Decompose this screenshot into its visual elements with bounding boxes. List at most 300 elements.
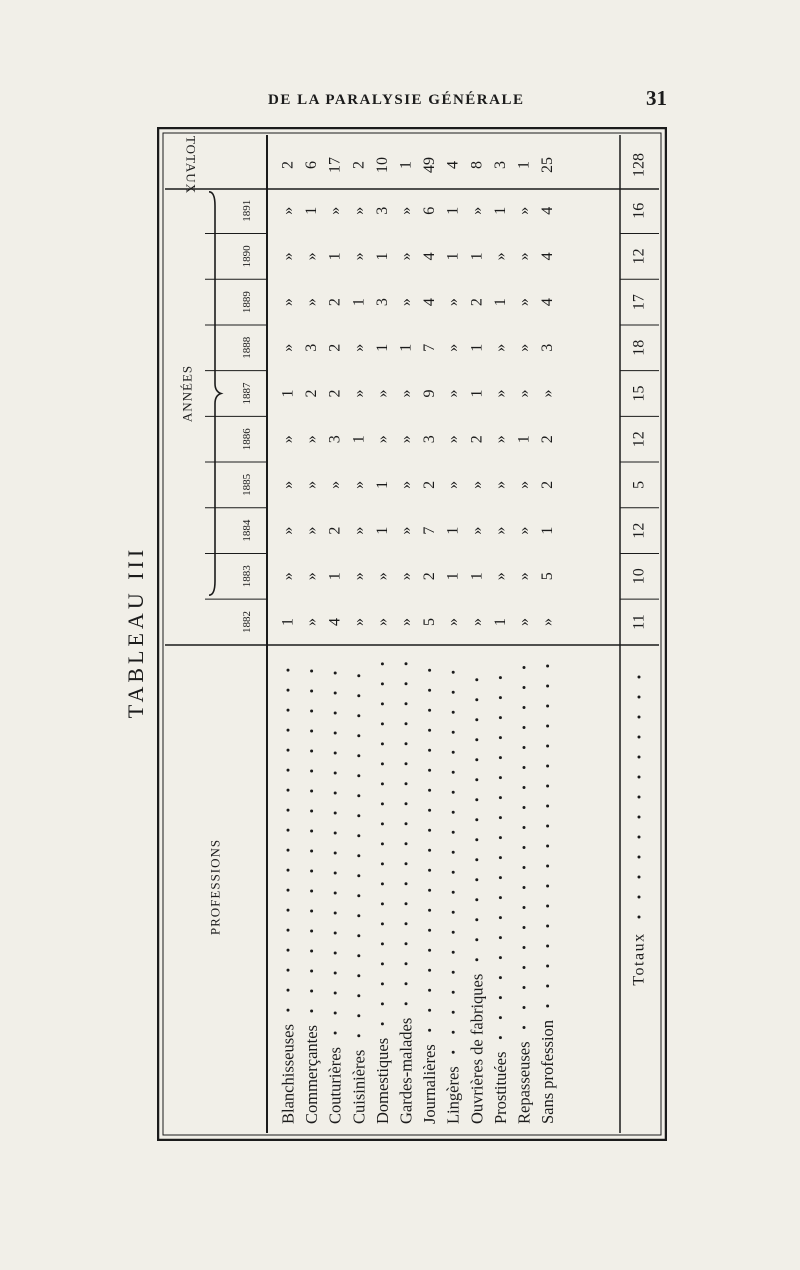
- table-cell: »: [397, 480, 415, 489]
- table-cell: »: [350, 480, 368, 489]
- dot-leader: [499, 896, 502, 899]
- dot-leader: [357, 1034, 360, 1037]
- table-cell: 1: [397, 343, 415, 352]
- dot-leader: [546, 724, 549, 727]
- table-cell: »: [326, 480, 344, 489]
- profession-label: Cuisinières: [349, 1049, 369, 1124]
- table-cell: 7: [421, 343, 439, 352]
- dot-leader: [287, 929, 290, 932]
- dot-leader: [546, 844, 549, 847]
- table-cell: 1: [303, 206, 321, 215]
- dot-leader: [428, 969, 431, 972]
- dot-leader: [452, 751, 455, 754]
- dot-leader: [287, 889, 290, 892]
- column-total: 11: [630, 614, 648, 630]
- dot-leader: [310, 970, 313, 973]
- row-total: 6: [303, 161, 321, 169]
- table-cell: 1: [350, 435, 368, 444]
- table-border: [158, 128, 666, 1140]
- dot-leader: [523, 846, 526, 849]
- dot-leader: [287, 669, 290, 672]
- dot-leader: [475, 778, 478, 781]
- table-cell: 2: [421, 572, 439, 581]
- dot-leader: [475, 878, 478, 881]
- row-total: 3: [491, 161, 509, 169]
- dot-leader: [638, 856, 641, 859]
- table-cell: »: [515, 206, 533, 215]
- dot-leader: [499, 976, 502, 979]
- dot-leader: [452, 1051, 455, 1054]
- dot-leader: [334, 812, 337, 815]
- table-cell: »: [468, 206, 486, 215]
- grand-total: 128: [630, 153, 648, 177]
- dot-leader: [334, 1032, 337, 1035]
- dot-leader: [357, 934, 360, 937]
- table-cell: »: [397, 618, 415, 626]
- dot-leader: [452, 691, 455, 694]
- dot-leader: [405, 742, 408, 745]
- annees-header: ANNÉES: [179, 364, 195, 423]
- dot-leader: [523, 706, 526, 709]
- table-cell: 1: [468, 389, 486, 398]
- table-cell: »: [326, 206, 344, 215]
- table-cell: 2: [468, 435, 486, 444]
- row-total: 49: [421, 157, 439, 173]
- dot-leader: [523, 946, 526, 949]
- dot-leader: [381, 722, 384, 725]
- dot-leader: [546, 924, 549, 927]
- dot-leader: [287, 829, 290, 832]
- dot-leader: [334, 692, 337, 695]
- dot-leader: [334, 832, 337, 835]
- year-label: 1885: [241, 473, 253, 496]
- column-total: 15: [630, 385, 648, 402]
- dot-leader: [546, 824, 549, 827]
- dot-leader: [428, 1009, 431, 1012]
- table-cell: »: [444, 618, 462, 626]
- dot-leader: [310, 670, 313, 673]
- dot-leader: [310, 830, 313, 833]
- dot-leader: [334, 992, 337, 995]
- dot-leader: [287, 709, 290, 712]
- year-label: 1890: [241, 245, 253, 268]
- dot-leader: [357, 834, 360, 837]
- dot-leader: [287, 969, 290, 972]
- dot-leader: [499, 916, 502, 919]
- dot-leader: [405, 942, 408, 945]
- table-cell: »: [350, 526, 368, 535]
- dot-leader: [428, 949, 431, 952]
- table-cell: 1: [515, 435, 533, 444]
- dot-leader: [523, 786, 526, 789]
- table-cell: 4: [539, 206, 557, 215]
- dot-leader: [499, 996, 502, 999]
- dot-leader: [334, 792, 337, 795]
- dot-leader: [334, 732, 337, 735]
- dot-leader: [357, 774, 360, 777]
- dot-leader: [334, 872, 337, 875]
- dot-leader: [452, 791, 455, 794]
- dot-leader: [523, 686, 526, 689]
- running-head: DE LA PARALYSIE GÉNÉRALE: [268, 92, 525, 108]
- dot-leader: [546, 864, 549, 867]
- table-cell: »: [279, 206, 297, 215]
- table-cell: »: [468, 480, 486, 489]
- dot-leader: [405, 682, 408, 685]
- column-total: 10: [630, 568, 648, 585]
- dot-leader: [357, 674, 360, 677]
- dot-leader: [405, 842, 408, 845]
- dot-leader: [405, 802, 408, 805]
- dot-leader: [546, 764, 549, 767]
- year-label: 1884: [241, 519, 253, 542]
- dot-leader: [428, 849, 431, 852]
- dot-leader: [428, 689, 431, 692]
- table-cell: »: [279, 526, 297, 535]
- table-cell: »: [303, 298, 321, 307]
- dot-leader: [334, 952, 337, 955]
- row-total: 25: [539, 157, 557, 173]
- table-cell: »: [491, 252, 509, 261]
- table-cell: 4: [421, 298, 439, 307]
- year-label: 1883: [241, 565, 253, 588]
- table-cell: »: [515, 389, 533, 398]
- table-cell: 3: [421, 435, 439, 444]
- dot-leader: [428, 829, 431, 832]
- dot-leader: [287, 729, 290, 732]
- table-cell: 2: [539, 435, 557, 444]
- table-cell: 2: [468, 298, 486, 307]
- dot-leader: [405, 722, 408, 725]
- dot-leader: [405, 662, 408, 665]
- dot-leader: [287, 749, 290, 752]
- dot-leader: [428, 709, 431, 712]
- dot-leader: [523, 746, 526, 749]
- totaux-row-label: Totaux: [630, 932, 648, 986]
- dot-leader: [638, 836, 641, 839]
- table-cell: 4: [421, 252, 439, 261]
- dot-leader: [428, 749, 431, 752]
- table-cell: 7: [421, 526, 439, 535]
- table-cell: 1: [373, 343, 391, 352]
- dot-leader: [357, 1014, 360, 1017]
- dot-leader: [452, 671, 455, 674]
- dot-leader: [499, 1036, 502, 1039]
- dot-leader: [428, 869, 431, 872]
- dot-leader: [638, 776, 641, 779]
- dot-leader: [381, 662, 384, 665]
- table-cell: »: [350, 206, 368, 215]
- column-total: 5: [630, 480, 648, 489]
- table-cell: »: [491, 343, 509, 352]
- profession-label: Journalières: [420, 1044, 440, 1124]
- table-cell: 3: [373, 206, 391, 215]
- table-cell: »: [397, 252, 415, 261]
- dot-leader: [334, 752, 337, 755]
- dot-leader: [523, 826, 526, 829]
- dot-leader: [287, 949, 290, 952]
- dot-leader: [475, 798, 478, 801]
- dot-leader: [405, 702, 408, 705]
- table-cell: »: [279, 343, 297, 352]
- row-total: 8: [468, 161, 486, 169]
- year-label: 1886: [241, 428, 253, 451]
- dot-leader: [310, 910, 313, 913]
- table-cell: 2: [326, 298, 344, 307]
- dot-leader: [452, 771, 455, 774]
- dot-leader: [499, 676, 502, 679]
- table-cell: 1: [326, 252, 344, 261]
- table-cell: 3: [373, 298, 391, 307]
- dot-leader: [523, 926, 526, 929]
- dot-leader: [405, 882, 408, 885]
- dot-leader: [499, 796, 502, 799]
- row-total: 2: [279, 161, 297, 169]
- dot-leader: [452, 811, 455, 814]
- year-label: 1891: [241, 199, 253, 222]
- dot-leader: [638, 896, 641, 899]
- dot-leader: [357, 914, 360, 917]
- dot-leader: [452, 1031, 455, 1034]
- row-total: 1: [515, 161, 533, 169]
- dot-leader: [405, 982, 408, 985]
- dot-leader: [287, 909, 290, 912]
- table-cell: »: [350, 572, 368, 581]
- dot-leader: [381, 862, 384, 865]
- dot-leader: [405, 962, 408, 965]
- table-cell: »: [468, 526, 486, 535]
- tableau-title: TABLEAU III: [123, 545, 148, 719]
- dot-leader: [546, 684, 549, 687]
- table-cell: »: [350, 389, 368, 398]
- dot-leader: [381, 1002, 384, 1005]
- dot-leader: [310, 750, 313, 753]
- table-cell: »: [303, 435, 321, 444]
- dot-leader: [546, 1004, 549, 1007]
- dot-leader: [523, 666, 526, 669]
- dot-leader: [523, 726, 526, 729]
- table-cell: 1: [444, 252, 462, 261]
- dot-leader: [357, 954, 360, 957]
- dot-leader: [523, 806, 526, 809]
- row-total: 1: [397, 161, 415, 169]
- dot-leader: [499, 776, 502, 779]
- table-cell: »: [444, 343, 462, 352]
- table-cell: 2: [303, 389, 321, 398]
- table-cell: »: [279, 298, 297, 307]
- dot-leader: [452, 951, 455, 954]
- dot-leader: [499, 1016, 502, 1019]
- dot-leader: [523, 1006, 526, 1009]
- dot-leader: [310, 730, 313, 733]
- row-total: 17: [326, 157, 344, 173]
- table-cell: »: [350, 618, 368, 626]
- table-cell: 1: [444, 206, 462, 215]
- table-cell: 1: [373, 252, 391, 261]
- dot-leader: [638, 876, 641, 879]
- dot-leader: [546, 904, 549, 907]
- table-cell: »: [303, 618, 321, 626]
- table-cell: »: [444, 480, 462, 489]
- dot-leader: [334, 772, 337, 775]
- dot-leader: [475, 818, 478, 821]
- table-cell: 4: [326, 618, 344, 626]
- dot-leader: [357, 974, 360, 977]
- profession-label: Domestiques: [372, 1037, 392, 1124]
- dot-leader: [475, 898, 478, 901]
- dot-leader: [452, 731, 455, 734]
- dot-leader: [475, 958, 478, 961]
- dot-leader: [310, 810, 313, 813]
- dot-leader: [405, 782, 408, 785]
- table-cell: 1: [491, 618, 509, 626]
- table-cell: »: [444, 389, 462, 398]
- dot-leader: [357, 754, 360, 757]
- dot-leader: [357, 734, 360, 737]
- dot-leader: [475, 918, 478, 921]
- dot-leader: [475, 838, 478, 841]
- table-cell: 1: [373, 480, 391, 489]
- dot-leader: [381, 902, 384, 905]
- dot-leader: [428, 909, 431, 912]
- profession-label: Blanchisseuses: [278, 1024, 298, 1124]
- row-total: 4: [444, 161, 462, 169]
- dot-leader: [428, 889, 431, 892]
- dot-leader: [381, 782, 384, 785]
- profession-label: Sans profession: [538, 1019, 558, 1124]
- dot-leader: [381, 742, 384, 745]
- year-label: 1889: [241, 291, 253, 314]
- dot-leader: [381, 922, 384, 925]
- table-cell: »: [491, 389, 509, 398]
- profession-label: Lingères: [443, 1066, 463, 1124]
- table-cell: 3: [326, 435, 344, 444]
- table-cell: 1: [491, 206, 509, 215]
- dot-leader: [638, 716, 641, 719]
- dot-leader: [475, 758, 478, 761]
- column-total: 16: [630, 202, 648, 219]
- dot-leader: [428, 989, 431, 992]
- dot-leader: [638, 796, 641, 799]
- dot-leader: [546, 664, 549, 667]
- dot-leader: [475, 718, 478, 721]
- table-cell: »: [515, 252, 533, 261]
- dot-leader: [287, 849, 290, 852]
- dot-leader: [381, 842, 384, 845]
- dot-leader: [357, 794, 360, 797]
- profession-label: Prostituées: [490, 1051, 510, 1124]
- dot-leader: [546, 984, 549, 987]
- dot-leader: [381, 802, 384, 805]
- dot-leader: [310, 950, 313, 953]
- table-cell: »: [303, 252, 321, 261]
- dot-leader: [475, 938, 478, 941]
- dot-leader: [452, 851, 455, 854]
- table-cell: »: [491, 526, 509, 535]
- table-cell: »: [279, 572, 297, 581]
- dot-leader: [287, 1009, 290, 1012]
- dot-leader: [523, 1026, 526, 1029]
- table-cell: 1: [350, 298, 368, 307]
- table-cell: 6: [421, 206, 439, 215]
- table-cell: »: [491, 572, 509, 581]
- dot-leader: [452, 911, 455, 914]
- profession-label: Repasseuses: [514, 1041, 534, 1124]
- dot-leader: [381, 882, 384, 885]
- dot-leader: [357, 714, 360, 717]
- table-cell: »: [373, 572, 391, 581]
- table-cell: »: [539, 389, 557, 398]
- dot-leader: [334, 912, 337, 915]
- table-cell: »: [350, 343, 368, 352]
- table-cell: »: [373, 435, 391, 444]
- table-cell: 4: [539, 252, 557, 261]
- table-cell: 2: [421, 480, 439, 489]
- table-cell: 1: [326, 572, 344, 581]
- table-cell: 9: [421, 389, 439, 398]
- page-number: 31: [646, 86, 667, 110]
- dot-leader: [523, 866, 526, 869]
- table-cell: »: [397, 206, 415, 215]
- dot-leader: [287, 869, 290, 872]
- professions-header: PROFESSIONS: [207, 838, 223, 936]
- dot-leader: [381, 682, 384, 685]
- dot-leader: [499, 756, 502, 759]
- dot-leader: [523, 986, 526, 989]
- dot-leader: [452, 991, 455, 994]
- dot-leader: [523, 966, 526, 969]
- dot-leader: [357, 814, 360, 817]
- column-total: 12: [630, 431, 648, 448]
- table-cell: 1: [279, 618, 297, 626]
- dot-leader: [499, 696, 502, 699]
- dot-leader: [357, 994, 360, 997]
- table-cell: »: [397, 572, 415, 581]
- dot-leader: [405, 822, 408, 825]
- dot-leader: [357, 854, 360, 857]
- table-cell: »: [491, 435, 509, 444]
- table-cell: »: [397, 435, 415, 444]
- dot-leader: [452, 1011, 455, 1014]
- dot-leader: [334, 672, 337, 675]
- dot-leader: [452, 871, 455, 874]
- dot-leader: [546, 964, 549, 967]
- dot-leader: [381, 942, 384, 945]
- table-cell: »: [373, 618, 391, 626]
- table-cell: 2: [539, 480, 557, 489]
- dot-leader: [287, 989, 290, 992]
- table-cell: 1: [444, 572, 462, 581]
- dot-leader: [310, 710, 313, 713]
- dot-leader: [475, 678, 478, 681]
- dot-leader: [334, 932, 337, 935]
- dot-leader: [310, 870, 313, 873]
- column-total: 17: [630, 294, 648, 311]
- table-cell: »: [350, 252, 368, 261]
- table-cell: »: [515, 526, 533, 535]
- table-cell: 2: [326, 343, 344, 352]
- dot-leader: [428, 929, 431, 932]
- table-cell: 1: [468, 252, 486, 261]
- table-cell: »: [303, 526, 321, 535]
- dot-leader: [452, 831, 455, 834]
- row-total: 2: [350, 161, 368, 169]
- dot-leader: [357, 874, 360, 877]
- dot-leader: [452, 971, 455, 974]
- table-cell: »: [303, 572, 321, 581]
- table-cell: »: [444, 435, 462, 444]
- profession-label: Ouvrières de fabriques: [467, 973, 487, 1124]
